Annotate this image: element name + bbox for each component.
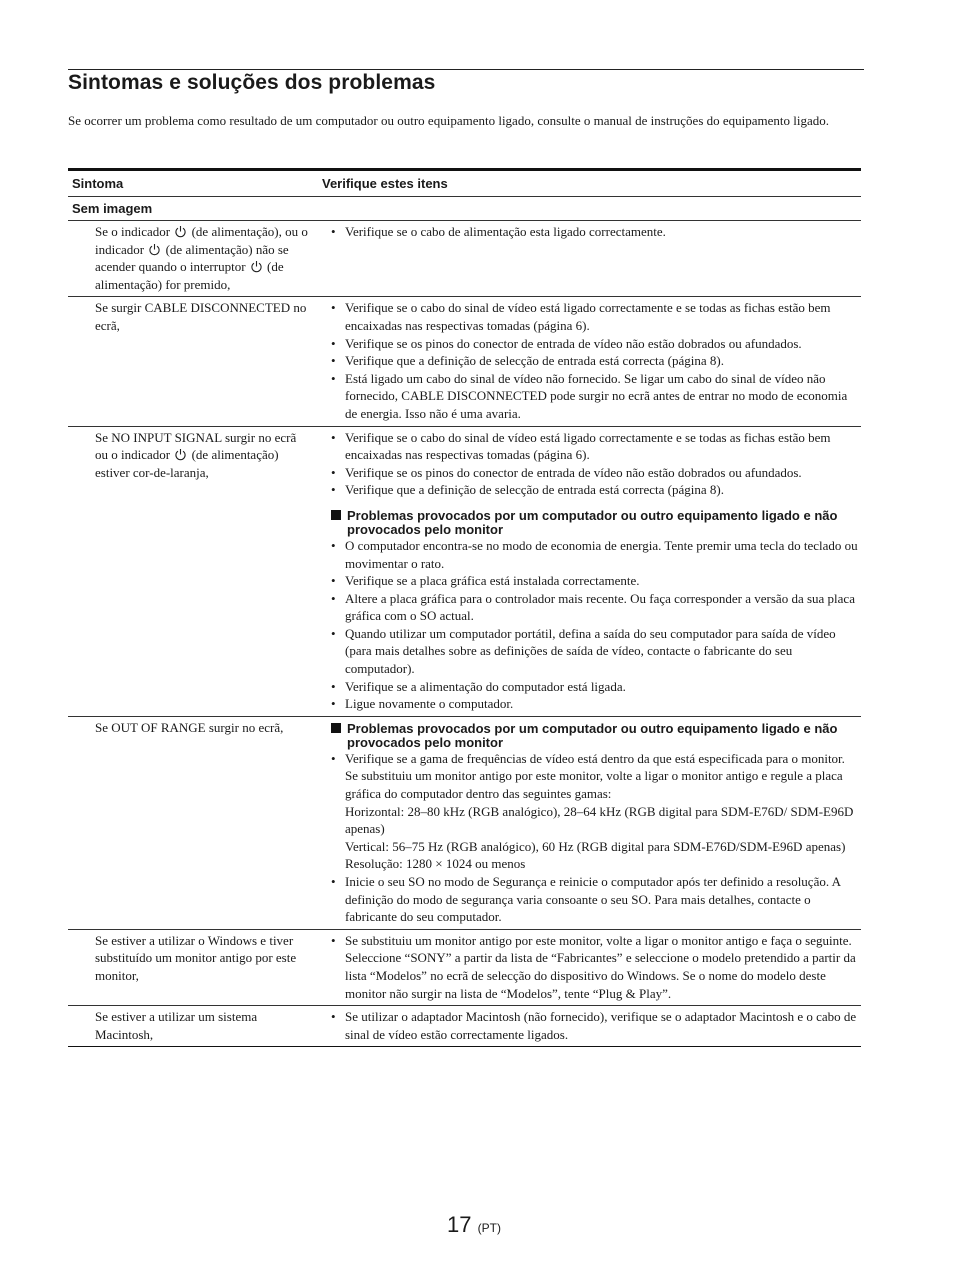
table-header xyxy=(68,171,861,197)
subheading-text: Problemas provocados por um computador ou outro equipamento ligado e não provocados pelo monitor xyxy=(347,507,838,537)
page-number xyxy=(447,1212,501,1238)
computer-problems-heading xyxy=(331,722,861,750)
symptom-cell: Se OUT OF RANGE surgir no ecrã, xyxy=(95,719,284,735)
check-cell xyxy=(318,429,861,713)
symptom-text: (de alimentação) for premido, xyxy=(95,259,284,292)
check-item xyxy=(331,750,861,873)
power-icon xyxy=(148,243,161,256)
check-item: • Está ligado um cabo do sinal de vídeo não fornecido. Se ligar um cabo do sinal de vídeo não fornecido, CABLE DISCONNECTED pode surgir no ecrã antes de entrar no modo de economia de energia. Isso não é uma avaria. xyxy=(331,370,861,423)
black-square-icon xyxy=(331,510,341,520)
symptom-cell: Se estiver a utilizar um sistema Macintosh, xyxy=(95,1009,258,1042)
check-item: • Verifique que a definição de selecção de entrada está correcta (página 8). xyxy=(331,352,861,370)
check-item: • Verifique se o cabo de alimentação esta ligado correctamente. xyxy=(331,223,861,241)
intro-paragraph: Se ocorrer um problema como resultado de um computador ou outro equipamento ligado, consulte o manual de instruções do equipamento ligado. xyxy=(68,113,830,128)
horizontal-range: Horizontal: 28–80 kHz (RGB analógico), 28–64 kHz (RGB digital para SDM-E76D/ SDM-E96D apenas) xyxy=(345,803,854,837)
troubleshooting-table xyxy=(68,168,861,1047)
check-item: • Altere a placa gráfica para o controlador mais recente. Ou faça corresponder a versão da sua placa gráfica com o SO actual. xyxy=(331,590,861,625)
check-item: • Verifique se a alimentação do computador está ligada. xyxy=(331,678,861,696)
check-item: • Se substituiu um monitor antigo por este monitor, volte a ligar o monitor antigo e faça o seguinte. Seleccione “SONY” a partir da lista de “Fabricantes” e seleccione o modelo pretendido a partir da lista “Modelos” no ecrã de selecção do dispositivo do Windows. Se o nome do modelo deste monitor não surgir na lista de “Modelos”, tente “Plug & Play”. xyxy=(331,932,861,1002)
check-item: • Verifique se o cabo do sinal de vídeo está ligado correctamente e se todas as fichas estão bem encaixadas nas respectivas tomadas (página 6). xyxy=(331,299,861,334)
symptom-text: (de alimentação) estiver cor-de-laranja, xyxy=(95,447,279,480)
power-icon xyxy=(174,225,187,238)
check-item: • O computador encontra-se no modo de economia de energia. Tente premir uma tecla do teclado ou movimentar o rato. xyxy=(331,537,861,572)
section-no-image: Sem imagem xyxy=(68,197,861,221)
computer-problems-heading xyxy=(331,509,861,537)
table-row xyxy=(68,427,861,717)
symptom-text: (de alimentação), ou o indicador xyxy=(95,224,308,257)
symptom-text: Se o indicador xyxy=(95,224,171,239)
subheading-text: Problemas provocados por um computador ou outro equipamento ligado e não provocados pelo monitor xyxy=(347,720,838,750)
symptom-text: Se NO INPUT SIGNAL surgir no ecrã ou o indicador xyxy=(95,429,297,463)
check-item: • Inicie o seu SO no modo de Segurança e reinicie o computador após ter definido a resolução. A definição do modo de segurança varia consoante o seu SO. Para mais detalhes, contacte o fabricante do seu computador. xyxy=(331,873,861,926)
header-check: Verifique estes itens xyxy=(322,175,448,191)
table-row xyxy=(68,930,861,1006)
symptom-cell: Se estiver a utilizar o Windows e tiver substituído um monitor antigo por este monitor, xyxy=(95,932,297,983)
check-cell xyxy=(318,719,861,926)
table-row xyxy=(68,297,861,426)
check-item: • Verifique se os pinos do conector de entrada de vídeo não estão dobrados ou afundados. xyxy=(331,464,861,482)
check-cell xyxy=(318,223,861,293)
page-number-value: 17 xyxy=(447,1212,472,1237)
check-item: • Verifique se a placa gráfica está instalada correctamente. xyxy=(331,572,861,590)
black-square-icon xyxy=(331,723,341,733)
table-row xyxy=(68,1006,861,1047)
check-cell xyxy=(318,932,861,1002)
frequency-check-text: • Verifique se a gama de frequências de vídeo está dentro da que está especificada para o monitor. Se substituiu um monitor antigo por este monitor, volte a ligar o monitor antigo e regule a placa gráfica do computador dentro das seguintes gamas: xyxy=(345,750,845,802)
check-item: • Verifique que a definição de selecção de entrada está correcta (página 8). xyxy=(331,481,861,499)
page-language-suffix: (PT) xyxy=(477,1221,501,1235)
symptom-text: (de alimentação) não se acender quando o interruptor xyxy=(95,241,289,275)
table-row xyxy=(68,221,861,297)
power-icon xyxy=(174,448,187,461)
check-item: • Se utilizar o adaptador Macintosh (não fornecido), verifique se o adaptador Macintosh e o cabo de sinal de vídeo estão correctamente ligados. xyxy=(331,1008,861,1043)
check-cell xyxy=(318,1008,861,1043)
check-item: • Verifique se os pinos do conector de entrada de vídeo não estão dobrados ou afundados. xyxy=(331,335,861,353)
resolution-range: Resolução: 1280 × 1024 ou menos xyxy=(345,856,526,872)
symptom-cell: Se surgir CABLE DISCONNECTED no ecrã, xyxy=(95,300,307,333)
header-symptom: Sintoma xyxy=(72,175,124,191)
check-cell xyxy=(318,299,861,422)
table-row xyxy=(68,717,861,930)
check-item: • Ligue novamente o computador. xyxy=(331,695,861,713)
symptom-cell xyxy=(68,223,318,293)
page-title: Sintomas e soluções dos problemas xyxy=(68,71,436,94)
power-icon xyxy=(250,260,263,273)
symptom-cell xyxy=(68,429,318,713)
vertical-range: Vertical: 56–75 Hz (RGB analógico), 60 Hz (RGB digital para SDM-E76D/SDM-E96D apenas) xyxy=(345,838,846,854)
top-rule xyxy=(68,69,864,70)
check-item: • Verifique se o cabo do sinal de vídeo está ligado correctamente e se todas as fichas estão bem encaixadas nas respectivas tomadas (página 6). xyxy=(331,429,861,464)
check-item: • Quando utilizar um computador portátil, defina a saída do seu computador para saída de vídeo (para mais detalhes sobre as definições de saída de vídeo, contacte o fabricante do seu computador). xyxy=(331,625,861,678)
